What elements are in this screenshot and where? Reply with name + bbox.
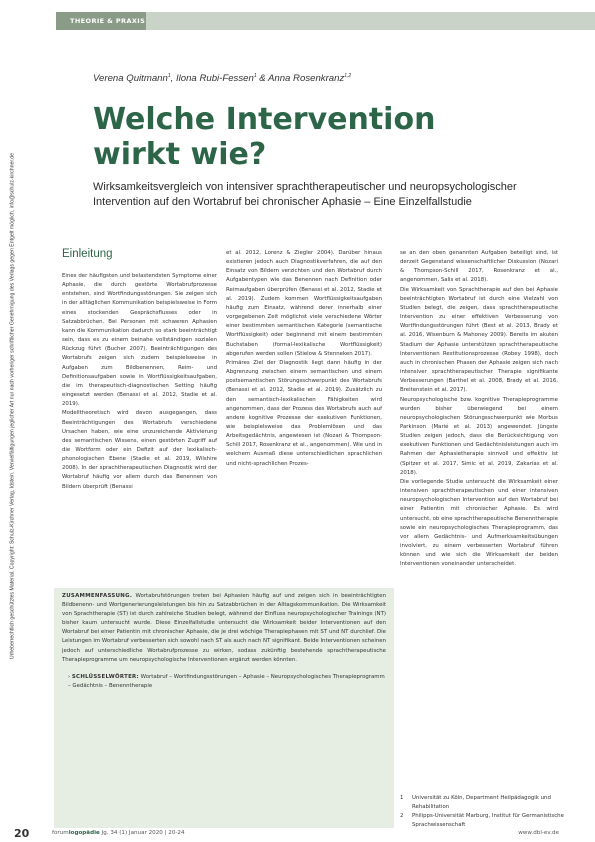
note-text: Philipps-Universität Marburg, Institut für Germanistische Sprachwissenschaft [412, 813, 564, 828]
paragraph: Primäres Ziel der Diagnostik liegt dann häufig in der Abgrenzung zwischen einem semantischen und einem postsemantischen Störungsschwerpunkt des Wortabrufs (Benassi et al. 2012, Stadie et al. 2019). Zusätzlich zu den semantisch-lexikalischen Fähigkeiten wird angenommen, dass der Prozess des Wortabrufs auch auf andere kognitive Prozesse der exekutiven Funktionen, wie beispielsweise das Problemlösen und das Arbeitsgedächtnis, angewiesen ist (Nozari & Thompson-Schill 2017, Rosenkranz et al., angenommen). Wie und in welchem Ausmaß diese unterschiedlichen sprachlichen und nicht-sprachlichen Prozes- [226, 359, 382, 467]
keywords-label: SCHLÜSSELWÖRTER: [71, 673, 139, 680]
author-2: Ilona Rubi-Fessen [175, 73, 254, 85]
author-separator: , [170, 73, 176, 85]
paragraph: Eines der häufigsten und belastendsten Symptome einer Aphasie, die durch gestörte Wortabrufprozesse entstehen, sind Wortfindungsstörungen. Sie zeigen sich in der alltäglichen Kommunikation beispielsweise in Form eines stockenden Gesprächsflusses oder in Satzabbrüchen. Bei Personen mit schweren Aphasien kann die Kommunikation dadurch so stark beeinträchtigt sein, dass es zu einem beinahe vollständigen sozialen Rückzug führt (Bucher 2007). Beeinträchtigungen des Wortabrufs zeigen sich zudem beispielsweise in Aufgaben zum Bildbenennen, Reim- und Definitionsaufgaben sowie in Wortflüssigkeitsaufgaben, die im therapeutisch-diagnostischen Setting häufig eingesetzt werden (Benassi et al. 2012, Stadie et al. 2019). [62, 273, 217, 408]
note-number: 1 [400, 795, 404, 801]
author-3: Anna Rosenkranz [267, 73, 345, 85]
paragraph: se an den oben genannten Aufgaben beteiligt sind, ist derzeit Gegenstand wissenschaftlicher Diskussion (Nozari & Thompson-Schill 2017, Rosenkranz et al., angenommen, Salis et al. 2018). [400, 250, 558, 284]
body-column-2 [226, 249, 382, 469]
abstract-body: Wortabrufstörungen treten bei Aphasien häufig auf und zeigen sich in beeinträchtigten Bildbenenn- und Wortgenerierungsleistungen bis hin zu Satzabbrüchen in der Alltagskommunikation. Die Wirksamkeit von Sprachtherapie (ST) ist durch zahlreiche Studien belegt, während der Einfluss neuropsychologischer Trainings (NT) bisher kaum untersucht wurde. Diese Einzelfallstudie untersucht die Wirksamkeit beider Interventionen auf den Wortabruf bei einer Patientin mit chronischer Aphasie, die je drei wöchige Therapiephasen mit ST und NT durchlief. Die Leistungen im Wortabruf verbesserten sich sowohl nach ST als auch nach NT signifikant. Beide Interventionen scheinen jedoch auf unterschiedliche Wortabrufprozesse zu wirken, sodass zukünftig bestehende sprachtherapeutische Therapieprogramme um neuropsychologische Interventionen ergänzt werden könnten. [62, 593, 386, 663]
section-heading-einleitung: Einleitung [62, 248, 113, 260]
paragraph: et al. 2012, Lorenz & Ziegler 2004). Darüber hinaus existieren jedoch auch Diagnostikverfahren, die auf den Einsatz von Bildern verzichten und den Wortabruf durch Aufgabentypen wie das Benennen nach Definition oder Reimaufgaben überprüfen (Benassi et al. 2012, Stadie et al. 2019). Zudem kommen Wortflüssigkeitsaufgaben häufig zum Einsatz, während derer innerhalb einer vorgegebenen Zeit möglichst viele verschiedene Wörter einer bestimmten semantischen Kategorie (semantische Wortflüssigkeit) oder beginnend mit einem bestimmten Buchstaben (formal-lexikalische Wortflüssigkeit) abgerufen werden sollen (Stielow & Stenneken 2017). [226, 250, 382, 357]
journal-name: logopädie [68, 830, 100, 836]
affiliation-notes [400, 794, 570, 830]
page-number: 20 [14, 827, 30, 840]
section-label: THEORIE & PRAXIS [56, 12, 146, 30]
paragraph: Neuropsychologische bzw. kognitive Therapieprogramme wurden bisher überwiegend bei einem neuropsychologischen Störungsschwerpunkt wie Morbus Parkinson (Marié et al. 2013) angewendet. Jüngste Studien zeigen jedoch, dass die Berücksichtigung von exekutiven Funktionen und Gedächtnisleistungen auch im Rahmen der Aphasietherapie sinnvoll und effektiv ist (Spitzer et al. 2017, Simic et al. 2019, Zakarias et al. 2018). [400, 396, 558, 476]
abstract-text [62, 592, 386, 665]
paragraph: Die vorliegende Studie untersucht die Wirksamkeit einer intensiven sprachtherapeutischen und einer intensiven neuropsychologischen Intervention auf den Wortabruf bei einer Patientin mit chronischer Aphasie. Es wird untersucht, ob eine sprachtherapeutische Benenntherapie sowie ein neuropsychologisches Therapieprogramm, das vor allem Gedächtnis- und Aufmerksamkeitsübungen involviert, zu einem verbesserten Wortabruf führen können und wie sich die Wirksamkeit der beiden Interventionen voneinander unterscheidet. [400, 478, 558, 568]
body-column-1 [62, 272, 217, 492]
author-3-affiliation: 1,2 [344, 73, 352, 79]
side-copyright [8, 16, 18, 796]
abstract-label: ZUSAMMENFASSUNG. [62, 593, 133, 599]
article-title: Welche Intervention wirkt wie? [93, 102, 436, 172]
author-1: Verena Quitmann [93, 73, 168, 85]
journal-issue: Jg. 34 (1) Januar 2020 | 20-24 [101, 830, 185, 836]
body-column-3 [400, 249, 558, 569]
author-line [93, 74, 351, 84]
keywords-marker-icon: › [68, 673, 71, 680]
author-1-affiliation: 1 [167, 73, 171, 79]
note-number: 2 [400, 813, 404, 819]
paragraph: Modelltheoretisch wird davon ausgegangen, dass Beeinträchtigungen des Wortabrufs verschiedene Ursachen haben, wie eine unzureichende Aktivierung des semantischen Wissens, einen gestörten Zugriff auf die Wortform oder ein Defizit auf der lexikalisch-phonologischen Ebene (Stadie et al. 2019, Wilshire 2008). In der sprachtherapeutischen Diagnostik wird der Wortabruf häufig vor allem durch das Benennen von Bildern überprüft (Benassi [62, 410, 217, 490]
article-subtitle: Wirksamkeitsvergleich von intensiver sprachtherapeutischer und neuropsychologischer Intervention auf den Wortabruf bei chronischer Aphasie – Eine Einzelfallstudie [93, 181, 517, 208]
affiliation-note [400, 794, 570, 812]
paragraph: Die Wirksamkeit von Sprachtherapie auf den bei Aphasie beeinträchtigten Wortabruf ist durch eine Vielzahl von Studien belegt, die zeigen, dass sprachtherapeutische Intervention zu einer effektiven Verbesserung von Wortfindungsstörungen führt (Best et al. 2013, Brady et al. 2016, Wisenburn & Mahoney 2009). Bereits im akuten Stadium der Aphasie unterstützen sprachtherapeutische Interventionen Restitutionsprozesse (Robey 1998), doch auch in chronischen Phasen der Aphasie zeigen sich nach intensiver sprachtherapeutischer Therapie signifikante Verbesserungen (Barthel et al. 2008, Brady et al. 2016, Breitenstein et al. 2017). [400, 286, 558, 394]
note-text: Universität zu Köln, Department Heilpädagogik und Rehabilitation [412, 795, 551, 810]
keywords [62, 673, 386, 691]
journal-info [52, 831, 185, 837]
keywords-list: Wortabruf – Wortfindungsstörungen – Aphasie – Neuropsychologisches Therapieprogramm – Gedächtnis – Benenntherapie [68, 673, 385, 689]
journal-prefix: forum [52, 830, 69, 836]
author-separator: & [256, 73, 268, 85]
publisher-url: www.dbl-ev.de [518, 830, 559, 836]
author-2-affiliation: 1 [253, 73, 257, 79]
affiliation-note [400, 812, 570, 830]
side-copyright-text: Urheberrechtlich geschütztes Material. Copyright: Schulz-Kirchner Verlag, Idstein. Vervielfältigungen jeglicher Art nur nach vorheriger schriftlicher Genehmigung des Verlags gegen Entgelt möglich. info@schulz-kirchner.de [9, 152, 16, 660]
abstract-box [54, 588, 394, 828]
